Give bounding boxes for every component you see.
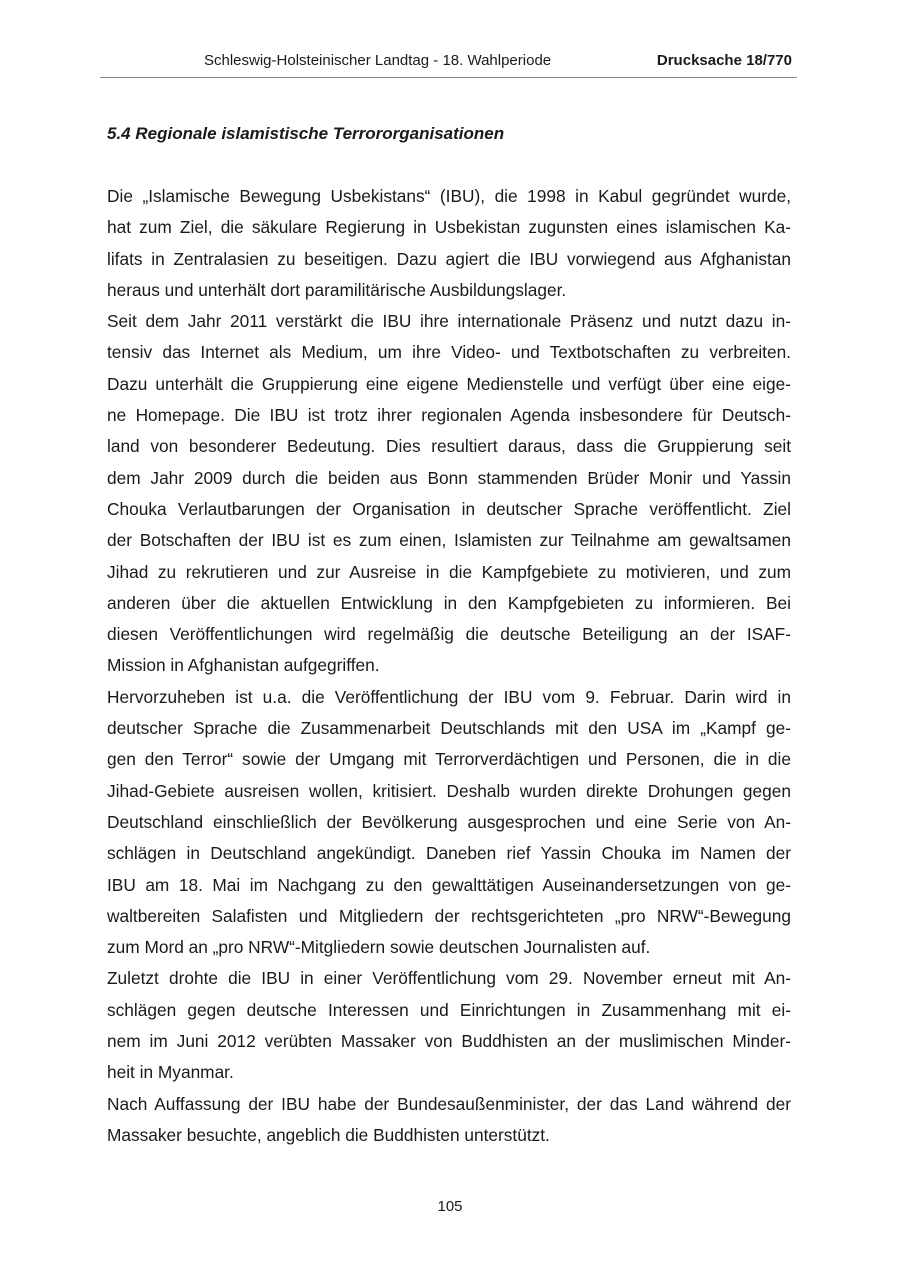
text-line: ne Homepage. Die IBU ist trotz ihrer regionalen Agenda insbesondere für Deutsch- — [107, 405, 791, 426]
text-line: waltbereiten Salafisten und Mitgliedern der rechtsgerichteten „pro NRW“-Bewegung — [107, 905, 791, 926]
text-line: tensiv das Internet als Medium, um ihre Video- und Textbotschaften zu verbreiten. — [107, 342, 791, 363]
text-line: nem im Juni 2012 verübten Massaker von Buddhisten an der muslimischen Minder- — [107, 1031, 791, 1052]
text-line: Massaker besuchte, angeblich die Buddhisten unterstützt. — [107, 1124, 550, 1145]
text-line: diesen Veröffentlichungen wird regelmäßig die deutsche Beteiligung an der ISAF- — [107, 624, 791, 645]
text-line: Chouka Verlautbarungen der Organisation in deutscher Sprache veröffentlicht. Ziel — [107, 498, 791, 519]
text-line: Jihad zu rekrutieren und zur Ausreise in die Kampfgebiete zu motivieren, und zum — [107, 561, 791, 582]
header-title: Schleswig-Holsteinischer Landtag - 18. Wahlperiode — [204, 52, 552, 69]
text-line: gen den Terror“ sowie der Umgang mit Terrorverdächtigen und Personen, die in die — [107, 749, 791, 770]
text-line: schlägen in Deutschland angekündigt. Daneben rief Yassin Chouka im Namen der — [107, 843, 791, 864]
body-text — [107, 181, 791, 1151]
text-line: heraus und unterhält dort paramilitärische Ausbildungslager. — [107, 279, 567, 300]
text-line: der Botschaften der IBU ist es zum einen, Islamisten zur Teilnahme am gewaltsamen — [107, 530, 791, 551]
text-line: lifats in Zentralasien zu beseitigen. Dazu agiert die IBU vorwiegend aus Afghanistan — [107, 248, 791, 269]
text-line: deutscher Sprache die Zusammenarbeit Deutschlands mit den USA im „Kampf ge- — [107, 718, 791, 739]
text-line: zum Mord an „pro NRW“-Mitgliedern sowie deutschen Journalisten auf. — [107, 937, 651, 958]
text-line: Seit dem Jahr 2011 verstärkt die IBU ihre internationale Präsenz und nutzt dazu in- — [107, 311, 791, 332]
text-line: Deutschland einschließlich der Bevölkerung ausgesprochen und eine Serie von An- — [107, 811, 791, 832]
page-header — [100, 52, 797, 74]
text-line: Die „Islamische Bewegung Usbekistans“ (IBU), die 1998 in Kabul gegründet wurde, — [107, 186, 791, 206]
header-divider — [100, 77, 797, 78]
text-line: heit in Myanmar. — [107, 1062, 234, 1083]
text-line: Zuletzt drohte die IBU in einer Veröffentlichung vom 29. November erneut mit An- — [107, 968, 791, 989]
text-line: schlägen gegen deutsche Interessen und Einrichtungen in Zusammenhang mit ei- — [107, 999, 791, 1020]
text-line: Jihad-Gebiete ausreisen wollen, kritisiert. Deshalb wurden direkte Drohungen gegen — [107, 780, 791, 801]
document-number: Drucksache 18/770 — [656, 52, 792, 69]
text-line: Hervorzuheben ist u.a. die Veröffentlichung der IBU vom 9. Februar. Darin wird in — [107, 686, 791, 707]
text-line: anderen über die aktuellen Entwicklung in den Kampfgebieten zu informieren. Bei — [107, 592, 791, 613]
text-line: IBU am 18. Mai im Nachgang zu den gewalttätigen Auseinandersetzungen von ge- — [107, 874, 791, 895]
text-line: dem Jahr 2009 durch die beiden aus Bonn stammenden Brüder Monir und Yassin — [107, 467, 791, 488]
text-line: hat zum Ziel, die säkulare Regierung in Usbekistan zugunsten eines islamischen Ka- — [107, 217, 791, 238]
text-line: land von besonderer Bedeutung. Dies resultiert daraus, dass die Gruppierung seit — [107, 436, 791, 457]
section-heading: 5.4 Regionale islamistische Terrororganisationen — [107, 124, 505, 143]
text-line: Dazu unterhält die Gruppierung eine eigene Medienstelle und verfügt über eine eige- — [107, 373, 791, 394]
text-line: Nach Auffassung der IBU habe der Bundesaußenminister, der das Land während der — [107, 1093, 791, 1114]
text-line: Mission in Afghanistan aufgegriffen. — [107, 655, 380, 676]
page-number: 105 — [437, 1198, 463, 1215]
